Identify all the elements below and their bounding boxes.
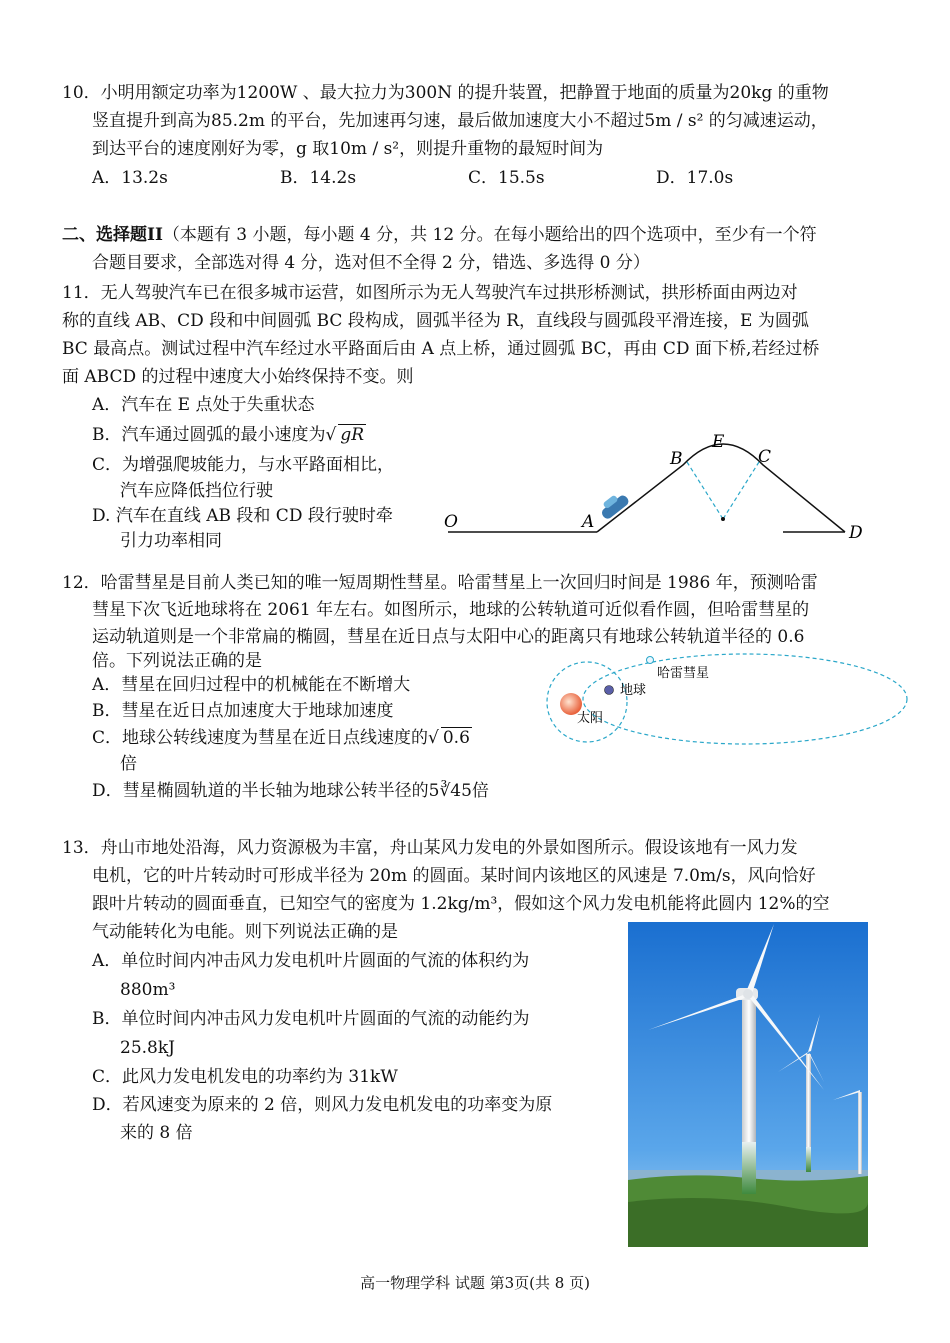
q12-line-3: 运动轨道则是一个非常扁的椭圆，彗星在近日点与太阳中心的距离只有地球公转轨道半径的 0.6 — [92, 627, 805, 647]
q13-option-b-1: B．单位时间内冲击风力发电机叶片圆面的气流的动能约为 — [92, 1009, 530, 1029]
turbine-edge-tower — [858, 1092, 862, 1174]
q12-option-c-math: 0.6 — [442, 728, 470, 748]
radius-line-b — [687, 462, 723, 519]
label-b: B — [670, 449, 683, 469]
q11-line-2: 称的直线 AB、CD 段和中间圆弧 BC 段构成，圆弧半径为 R，直线段与圆弧段平滑连接，E 为圆弧 — [62, 311, 809, 331]
q12-option-c-text: C．地球公转线速度为彗星在近日点线速度的 — [92, 728, 429, 748]
orbit-figure — [525, 652, 915, 752]
q11-option-b-text: B．汽车通过圆弧的最小速度为 — [92, 425, 326, 445]
q10-option-a: A．13.2s — [92, 168, 168, 188]
q12-option-d-math: 5∛45 — [428, 781, 472, 801]
q12-line-2: 彗星下次飞近地球将在 2061 年左右。如图所示，地球的公转轨道可近似看作圆，但哈雷彗星的 — [92, 600, 810, 620]
q11-line-1: 11．无人驾驶汽车已在很多城市运营，如图所示为无人驾驶汽车过拱形桥测试，拱形桥面由两边对 — [62, 283, 798, 303]
q11-option-d-2: 引力功率相同 — [120, 531, 222, 551]
label-earth: 地球 — [620, 683, 647, 698]
q12-option-c-2: 倍 — [120, 754, 137, 774]
comet-icon — [647, 657, 654, 664]
section-2-note-2: 合题目要求，全部选对得 4 分，选对但不全得 2 分，错选、多选得 0 分） — [92, 253, 650, 273]
label-a: A — [582, 512, 595, 532]
q13-option-d-2: 来的 8 倍 — [120, 1123, 193, 1143]
earth-orbit — [547, 662, 627, 742]
bridge-surface — [597, 444, 845, 532]
q11-option-a: A．汽车在 E 点处于失重状态 — [92, 395, 315, 415]
q13-line-3: 跟叶片转动的圆面垂直，已知空气的密度为 1.2kg/m³，假如这个风力发电机能将此圆内 12%的空 — [92, 894, 830, 914]
q13-line-1: 13．舟山市地处沿海，风力资源极为丰富，舟山某风力发电的外景如图所示。假设该地有一风力发 — [62, 838, 798, 858]
turbine-main-base — [742, 1142, 756, 1194]
sqrt-sign: √ — [325, 425, 337, 445]
q12-line-1: 12．哈雷彗星是目前人类已知的唯一短周期性彗星。哈雷彗星上一次回归时间是 1986 年，预测哈雷 — [62, 573, 818, 593]
q10-line-2: 竖直提升到高为85.2m 的平台，先加速再匀速，最后做加速度大小不超过5m / s² 的匀减速运动， — [92, 111, 828, 131]
q13-option-d-1: D．若风速变为原来的 2 倍，则风力发电机发电的功率变为原 — [92, 1095, 553, 1115]
q11-option-b — [92, 422, 366, 449]
q11-option-c-2: 汽车应降低挡位行驶 — [120, 481, 273, 501]
q12-option-a: A．彗星在回归过程中的机械能在不断增大 — [92, 675, 411, 695]
q10-line-1: 10．小明用额定功率为1200W 、最大拉力为300N 的提升装置，把静置于地面的质量为20kg 的重物 — [62, 83, 829, 103]
section-2-heading — [62, 222, 817, 249]
q10-option-d: D．17.0s — [656, 168, 734, 188]
label-c: C — [758, 447, 772, 467]
q11-option-b-math-value: gR — [340, 425, 365, 445]
label-comet: 哈雷彗星 — [657, 666, 710, 681]
radius-line-c — [723, 462, 759, 519]
turbine-far-base — [806, 1147, 811, 1172]
turbine-main-hub — [743, 989, 753, 999]
car-icon — [597, 490, 630, 521]
sqrt-sign: √ — [428, 728, 439, 748]
q12-option-d-text: D．彗星椭圆轨道的半长轴为地球公转半径的 — [92, 781, 429, 801]
q11-option-b-math — [338, 424, 366, 445]
q12-option-b: B．彗星在近日点加速度大于地球加速度 — [92, 701, 394, 721]
arc-center-dot — [721, 517, 725, 521]
section-2-note-1: （本题有 3 小题，每小题 4 分，共 12 分。在每小题给出的四个选项中，至少有一个符 — [162, 225, 817, 245]
label-sun: 太阳 — [577, 711, 604, 726]
q10-option-c: C．15.5s — [468, 168, 545, 188]
q11-option-d-1: D. 汽车在直线 AB 段和 CD 段行驶时牵 — [92, 506, 393, 526]
q11-line-3: BC 最高点。测试过程中汽车经过水平路面后由 A 点上桥，通过圆弧 BC，再由 CD 面下桥,若经过桥 — [62, 339, 820, 359]
q11-option-c-1: C．为增强爬坡能力，与水平路面相比， — [92, 455, 395, 475]
q13-option-a-2: 880m³ — [120, 980, 176, 1000]
bridge-figure — [440, 428, 880, 548]
q12-option-c — [92, 725, 472, 752]
label-d: D — [849, 523, 863, 543]
label-e: E — [712, 432, 725, 452]
q13-option-b-2: 25.8kJ — [120, 1038, 175, 1058]
comet-orbit — [583, 654, 907, 744]
page-footer: 高一物理学科 试题 第3页(共 8 页) — [360, 1274, 590, 1292]
q13-option-c: C．此风力发电机发电的功率约为 31kW — [92, 1067, 398, 1087]
q12-option-d-end: 倍 — [471, 781, 489, 801]
wind-turbine-photo — [628, 922, 868, 1247]
q12-option-d — [92, 778, 489, 805]
section-2-title: 二、选择题II — [62, 225, 163, 245]
q13-line-4: 气动能转化为电能。则下列说法正确的是 — [92, 922, 398, 942]
q10-option-b: B．14.2s — [280, 168, 357, 188]
q11-line-4: 面 ABCD 的过程中速度大小始终保持不变。则 — [62, 367, 414, 387]
q10-line-3: 到达平台的速度刚好为零，g 取10m / s²，则提升重物的最短时间为 — [92, 139, 604, 159]
earth-icon — [605, 686, 614, 695]
q13-line-2: 电机，它的叶片转动时可形成半径为 20m 的圆面。某时间内该地区的风速是 7.0m/s，风向恰好 — [92, 866, 816, 886]
q13-option-a-1: A．单位时间内冲击风力发电机叶片圆面的气流的体积约为 — [92, 951, 530, 971]
q12-line-4: 倍。下列说法正确的是 — [92, 651, 262, 671]
label-o: O — [444, 512, 458, 532]
